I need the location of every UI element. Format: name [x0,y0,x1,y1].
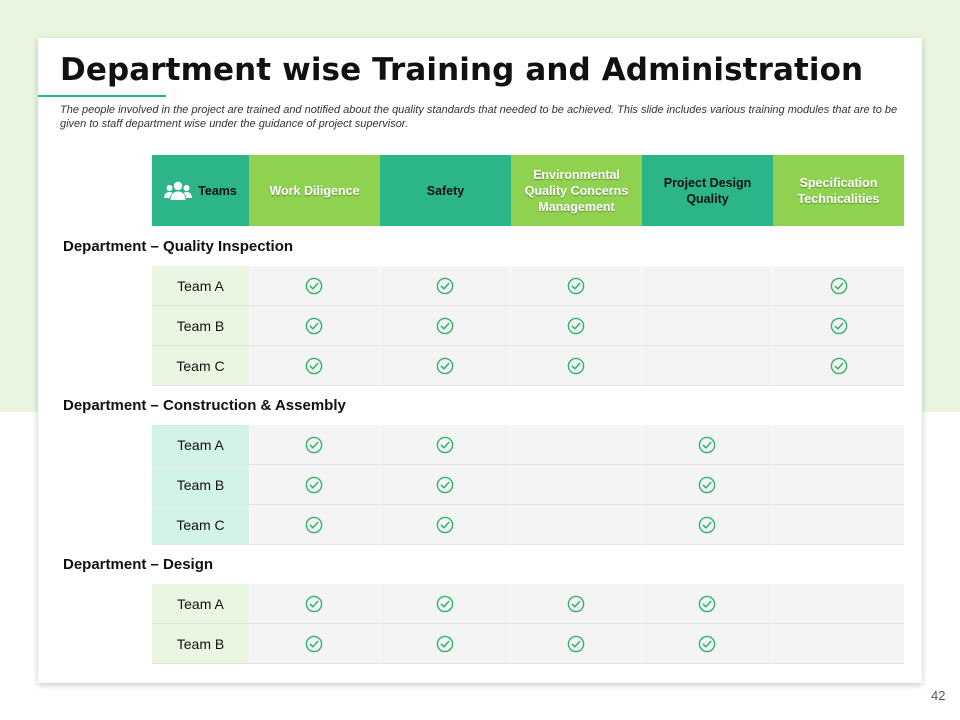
cell-specification-technicalities [773,624,904,664]
cell-safety [380,505,511,545]
check-circle-icon [305,595,323,613]
cell-safety [380,465,511,505]
check-circle-icon [436,595,454,613]
cell-specification-technicalities [773,346,904,386]
check-circle-icon [698,595,716,613]
check-circle-icon [305,476,323,494]
check-circle-icon [436,635,454,653]
cell-work-diligence [249,266,380,306]
check-circle-icon [305,516,323,534]
cell-environmental-quality [511,425,642,465]
cell-specification-technicalities [773,505,904,545]
team-label: Team A [152,266,249,306]
check-circle-icon [698,476,716,494]
cell-safety [380,306,511,346]
header-teams [152,155,249,226]
header-specification-technicalities: Specification Technicalities [773,155,904,226]
cell-safety [380,266,511,306]
team-label: Team B [152,624,249,664]
cell-work-diligence [249,425,380,465]
check-circle-icon [567,357,585,375]
department-heading-quality-inspection: Department – Quality Inspection [63,238,294,255]
check-circle-icon [567,635,585,653]
header-teams-label: Teams [198,183,237,198]
cell-safety [380,624,511,664]
cell-project-design-quality [642,505,773,545]
check-circle-icon [305,317,323,335]
cell-work-diligence [249,505,380,545]
check-circle-icon [436,476,454,494]
table-row [152,505,904,545]
slide-description: The people involved in the project are trained and notified about the quality standards that needed to be achieved. This slide includes various training modules that are to be given to staff department wise under the guidance of project supervisor. [60,104,898,130]
table-row [152,306,904,346]
check-circle-icon [830,317,848,335]
table-row [152,346,904,386]
check-circle-icon [305,436,323,454]
check-circle-icon [436,357,454,375]
check-circle-icon [436,436,454,454]
check-circle-icon [567,277,585,295]
team-label: Team B [152,306,249,346]
cell-specification-technicalities [773,306,904,346]
page-number: 42 [931,688,946,703]
cell-work-diligence [249,624,380,664]
team-label: Team C [152,346,249,386]
department-heading-construction-assembly: Department – Construction & Assembly [63,397,346,414]
cell-project-design-quality [642,306,773,346]
table-row [152,624,904,664]
cell-specification-technicalities [773,584,904,624]
cell-work-diligence [249,584,380,624]
cell-project-design-quality [642,346,773,386]
cell-environmental-quality [511,505,642,545]
cell-specification-technicalities [773,465,904,505]
cell-safety [380,346,511,386]
cell-environmental-quality [511,346,642,386]
table-row [152,266,904,306]
cell-project-design-quality [642,624,773,664]
check-circle-icon [436,516,454,534]
cell-environmental-quality [511,465,642,505]
check-circle-icon [305,277,323,295]
team-label: Team C [152,505,249,545]
table-header [152,155,904,226]
cell-project-design-quality [642,266,773,306]
header-work-diligence: Work Diligence [249,155,380,226]
cell-specification-technicalities [773,266,904,306]
table-row [152,425,904,465]
cell-safety [380,425,511,465]
check-circle-icon [698,516,716,534]
check-circle-icon [436,317,454,335]
cell-work-diligence [249,306,380,346]
cell-project-design-quality [642,465,773,505]
header-safety: Safety [380,155,511,226]
department-heading-design: Department – Design [63,556,214,573]
cell-environmental-quality [511,584,642,624]
check-circle-icon [830,277,848,295]
team-label: Team B [152,465,249,505]
check-circle-icon [567,595,585,613]
cell-work-diligence [249,465,380,505]
team-label: Team A [152,425,249,465]
cell-environmental-quality [511,624,642,664]
cell-work-diligence [249,346,380,386]
header-environmental-quality: Environmental Quality Concerns Management [511,155,642,226]
check-circle-icon [567,317,585,335]
title-underline [38,95,166,97]
cell-specification-technicalities [773,425,904,465]
table-row [152,465,904,505]
table-row [152,584,904,624]
check-circle-icon [698,635,716,653]
check-circle-icon [305,635,323,653]
cell-environmental-quality [511,266,642,306]
cell-project-design-quality [642,584,773,624]
cell-environmental-quality [511,306,642,346]
header-project-design-quality: Project Design Quality [642,155,773,226]
check-circle-icon [698,436,716,454]
cell-safety [380,584,511,624]
check-circle-icon [305,357,323,375]
check-circle-icon [436,277,454,295]
users-icon [164,180,192,202]
cell-project-design-quality [642,425,773,465]
check-circle-icon [830,357,848,375]
page-title: Department wise Training and Administration [60,52,864,88]
team-label: Team A [152,584,249,624]
